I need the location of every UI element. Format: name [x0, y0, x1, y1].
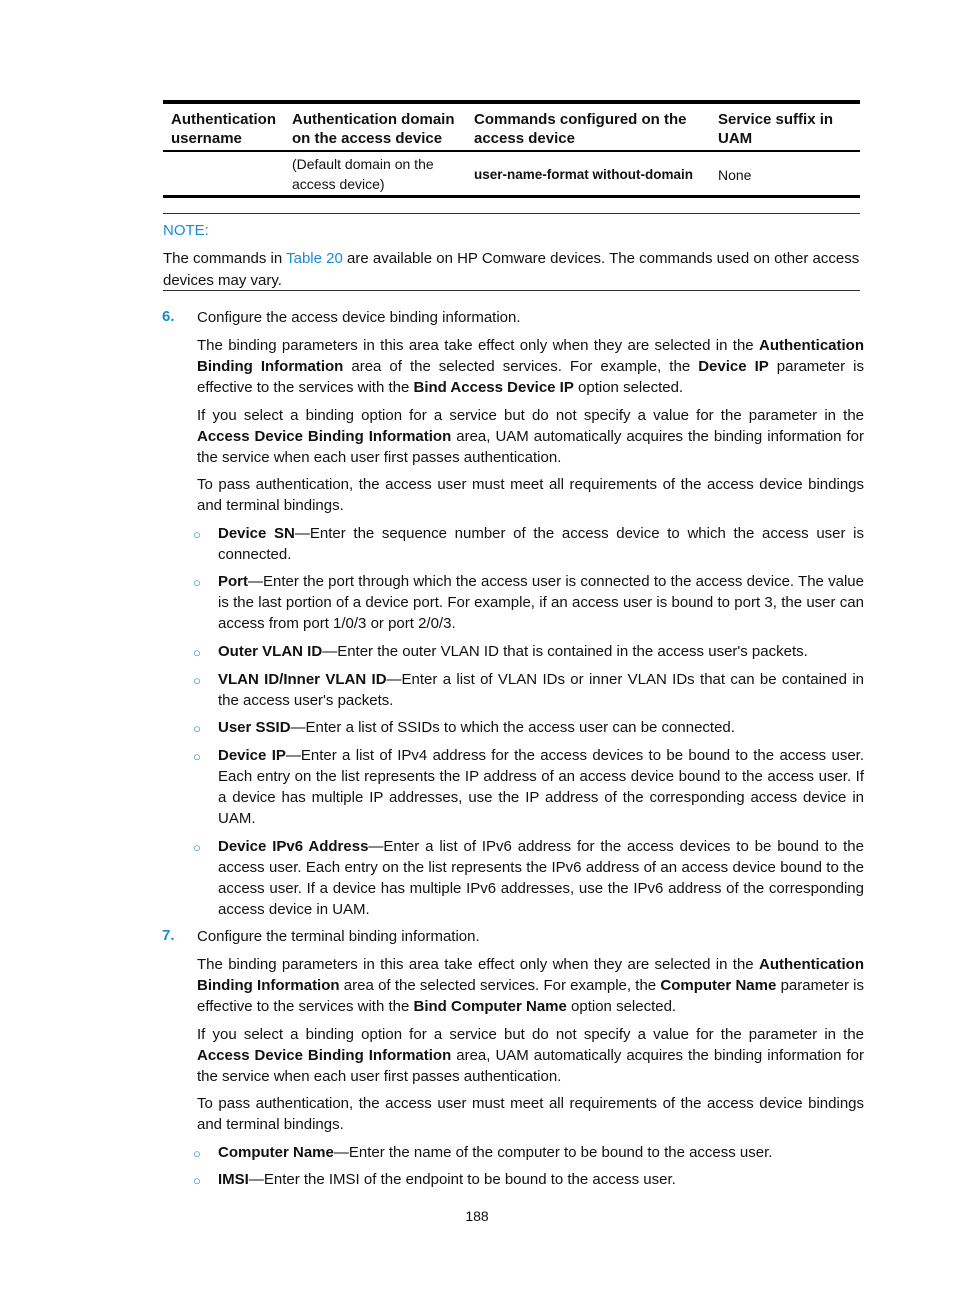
step-6-paragraph-2: If you select a binding option for a service but do not specify a value for the parameter in the Access Device Binding Information area, UAM automatically acquires the binding information for the service when each user first passes authentication. — [197, 407, 864, 466]
step-7-number: 7. — [162, 927, 175, 944]
bullet-circle-icon: ○ — [193, 721, 201, 736]
step-7-title: Configure the terminal binding information. — [197, 928, 480, 945]
bullet-circle-icon: ○ — [193, 749, 201, 764]
bullet-circle-icon: ○ — [193, 1146, 201, 1161]
list-item-user-ssid: User SSID—Enter a list of SSIDs to which the access user can be connected. — [218, 719, 735, 736]
list-item-device-ip: Device IP—Enter a list of IPv4 address for the access devices to be bound to the access user. Each entry on the list represents the IP address of an access device bound to the access user. If a device has multiple IP addresses, use the IP address of the corresponding access device in UAM. — [218, 747, 864, 827]
step-6-title: Configure the access device binding information. — [197, 309, 521, 326]
table-header-rule — [163, 150, 860, 152]
step-6-number: 6. — [162, 308, 175, 325]
list-item-device-ipv6-address: Device IPv6 Address—Enter a list of IPv6 address for the access devices to be bound to the access user. Each entry on the list represents the IPv6 address of an access device bound to the access user. If a device has multiple IPv6 addresses, use the IPv6 address of the corresponding access device in UAM. — [218, 838, 864, 918]
table-top-rule — [163, 100, 860, 104]
note-label: NOTE: — [163, 222, 209, 239]
list-item-device-sn: Device SN—Enter the sequence number of the access device to which the access user is connected. — [218, 525, 865, 563]
table-header-domain: Authentication domain on the access device — [292, 111, 455, 147]
step-6-paragraph-1: The binding parameters in this area take effect only when they are selected in the Authentication Binding Information area of the selected services. For example, the Device IP parameter is effective to the services with the Bind Access Device IP option selected. — [197, 337, 864, 396]
table-cell-commands: user-name-format without-domain — [474, 167, 694, 182]
bullet-circle-icon: ○ — [193, 1173, 201, 1188]
note-text: The commands in Table 20 are available on HP Comware devices. The commands used on other access devices may vary. — [163, 250, 860, 289]
table-header-commands: Commands configured on the access device — [474, 111, 687, 147]
table-bottom-rule — [163, 195, 860, 198]
table-20-link[interactable]: Table 20 — [286, 250, 343, 267]
table-header-username: Authentication username — [171, 111, 276, 147]
table-cell-suffix: None — [718, 167, 752, 183]
table-cell-domain: (Default domain on the access device) — [292, 156, 434, 192]
list-item-port: Port—Enter the port through which the access user is connected to the access device. The value is the last portion of a device port. For example, if an access user is bound to port 3, the user can access from port 1/0/3 or port 2/0/3. — [218, 573, 864, 632]
bullet-circle-icon: ○ — [193, 673, 201, 688]
note-top-rule — [163, 213, 860, 214]
page-number: 188 — [465, 1208, 489, 1224]
step-6-paragraph-3: To pass authentication, the access user must meet all requirements of the access device bindings and terminal bindings. — [197, 476, 864, 514]
bullet-circle-icon: ○ — [193, 840, 201, 855]
list-item-imsi: IMSI—Enter the IMSI of the endpoint to be bound to the access user. — [218, 1171, 676, 1188]
step-7-paragraph-1: The binding parameters in this area take effect only when they are selected in the Authentication Binding Information area of the selected services. For example, the Computer Name parameter is effective to the services with the Bind Computer Name option selected. — [197, 956, 865, 1015]
note-bottom-rule — [163, 290, 860, 291]
list-item-computer-name: Computer Name—Enter the name of the computer to be bound to the access user. — [218, 1144, 773, 1161]
list-item-outer-vlan-id: Outer VLAN ID—Enter the outer VLAN ID that is contained in the access user's packets. — [218, 643, 808, 660]
step-7-paragraph-2: If you select a binding option for a service but do not specify a value for the parameter in the Access Device Binding Information area, UAM automatically acquires the binding information for the service when each user first passes authentication. — [197, 1026, 864, 1085]
bullet-circle-icon: ○ — [193, 575, 201, 590]
bullet-circle-icon: ○ — [193, 645, 201, 660]
table-header-suffix: Service suffix in UAM — [718, 111, 834, 147]
list-item-vlan-id: VLAN ID/Inner VLAN ID—Enter a list of VLAN IDs or inner VLAN IDs that can be contained in the access user's packets. — [218, 671, 864, 709]
step-7-paragraph-3: To pass authentication, the access user must meet all requirements of the access device bindings and terminal bindings. — [197, 1095, 864, 1133]
bullet-circle-icon: ○ — [193, 527, 201, 542]
